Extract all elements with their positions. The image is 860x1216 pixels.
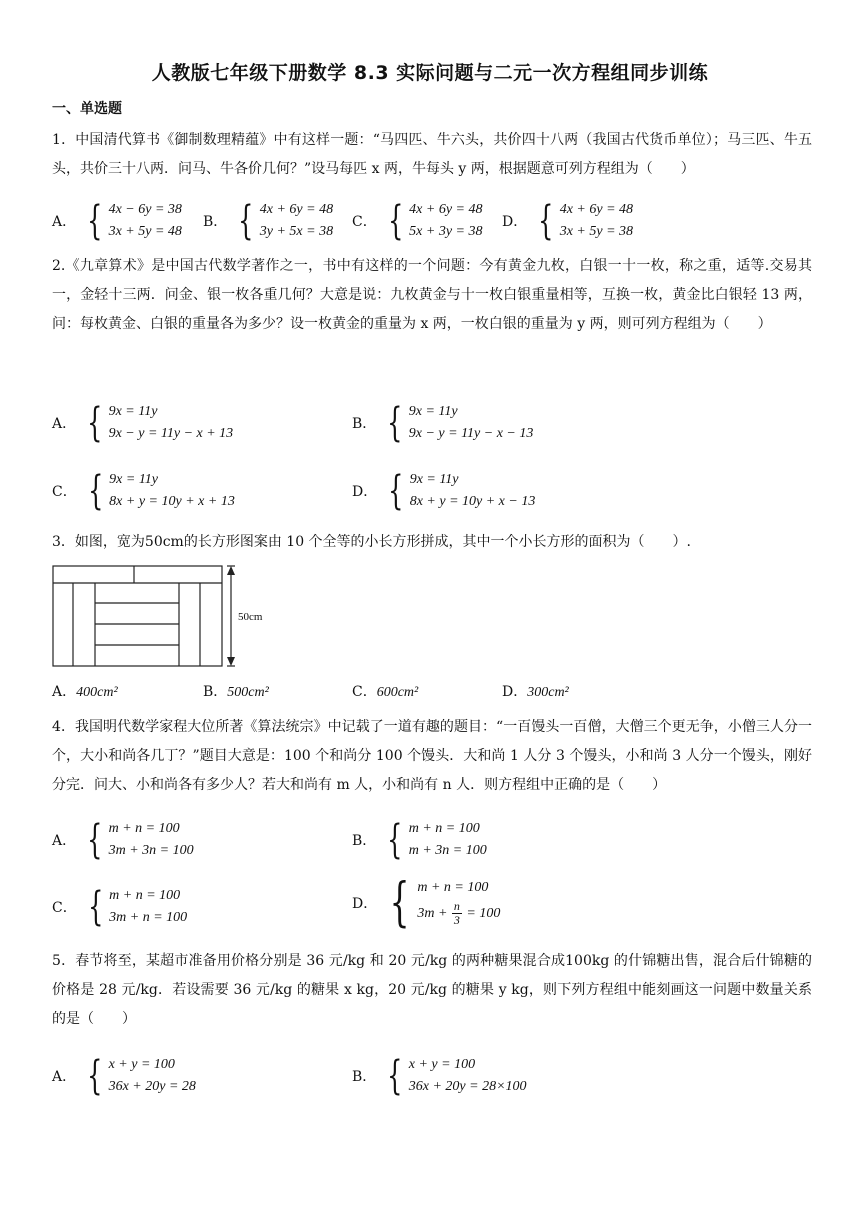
question-2-text: 2.《九章算术》是中国古代数学著作之一，书中有这样的一个问题：今有黄金九枚，白银一十一枚，称之重，适等.交易其一，金轻十三两．问金、银一枚各重几何？大意是说：九枚黄金与十一枚白银重量相等，互换一枚，黄金比白银轻 13 两，问：每枚黄金、白银的重量各为多少？设一枚黄金的重量为 x 两，一枚白银的重量为 y 两，则可列方程组为（ ） [52,258,812,332]
q2-option-a[interactable]: A． { 9x = 11y 9x − y = 11y − x + 13 [52,400,234,446]
q4-option-b[interactable]: B． { m + n = 100 m + 3n = 100 [352,817,487,863]
q5-option-a[interactable]: A． { x + y = 100 36x + 20y = 28 [52,1053,196,1099]
q4-option-a[interactable]: A． { m + n = 100 3m + 3n = 100 [52,817,194,863]
q5-option-b[interactable]: B． { x + y = 100 36x + 20y = 28×100 [352,1053,527,1099]
q1-option-b[interactable]: B． { 4x + 6y = 48 3y + 5x = 38 [203,198,334,244]
q4-option-d[interactable]: D． { m + n = 100 3m + $\frac{n}{3}$ = 100 [352,873,501,933]
q3-option-d[interactable]: D．300cm² [502,684,569,700]
q1-option-d[interactable]: D． { 4x + 6y = 48 3x + 5y = 38 [502,198,634,244]
q3-option-b[interactable]: B．500cm² [203,684,269,700]
q1-option-a[interactable]: A． { 4x − 6y = 38 3x + 5y = 48 [52,198,182,244]
page-title: 人教版七年级下册数学 8.3 实际问题与二元一次方程组同步训练 [151,62,709,84]
question-5-text: 5．春节将至，某超市准备用价格分别是 36 元/kg 和 20 元/kg 的两种糖果混合成100kg 的什锦糖出售，混合后什锦糖的价格是 28 元/kg．若设需要 36 元/kg 的糖果 x kg，20 元/kg 的糖果 y kg，则下列方程组中能刻画这一问题中数量关系的是（ ） [52,953,812,1027]
q1-option-c[interactable]: C． { 4x + 6y = 48 5x + 3y = 38 [352,198,483,244]
question-1-text: 1．中国清代算书《御制数理精蕴》中有这样一题：“马四匹、牛六头，共价四十八两（我国古代货币单位）；马三匹、牛五头，共价三十八两．问马、牛各价几何？”设马每匹 x 两，牛每头 y 两，根据题意可列方程组为（ ） [52,132,812,177]
rectangle-pattern-figure [52,562,282,670]
q2-option-d[interactable]: D． { 9x = 11y 8x + y = 10y + x − 13 [352,468,536,514]
figure-width-label: 50cm [238,611,263,623]
q4-option-c[interactable]: C． { m + n = 100 3m + n = 100 [52,884,188,930]
q2-option-c[interactable]: C． { 9x = 11y 8x + y = 10y + x + 13 [52,468,235,514]
q3-option-a[interactable]: A．400cm² [52,684,118,700]
q2-option-b[interactable]: B． { 9x = 11y 9x − y = 11y − x − 13 [352,400,534,446]
q3-option-c[interactable]: C．600cm² [352,684,419,700]
question-4-text: 4．我国明代数学家程大位所著《算法统宗》中记载了一道有趣的题目：“一百馒头一百僧，大僧三个更无争，小僧三人分一个，大小和尚各几丁？”题目大意是：100 个和尚分 100 个馒头．大和尚 1 人分 3 个馒头，小和尚 3 人分一个馒头，刚好分完．问大、小和尚各有多少人？若大和尚有 m 人，小和尚有 n 人．则方程组中正确的是（ ） [52,719,812,793]
question-3-text: 3．如图，宽为50cm的长方形图案由 10 个全等的小长方形拼成，其中一个小长方形的面积为（ ）. [52,534,692,550]
section-heading: 一、单选题 [52,101,122,117]
fraction: $\frac{n}{3}$ [453,899,460,928]
